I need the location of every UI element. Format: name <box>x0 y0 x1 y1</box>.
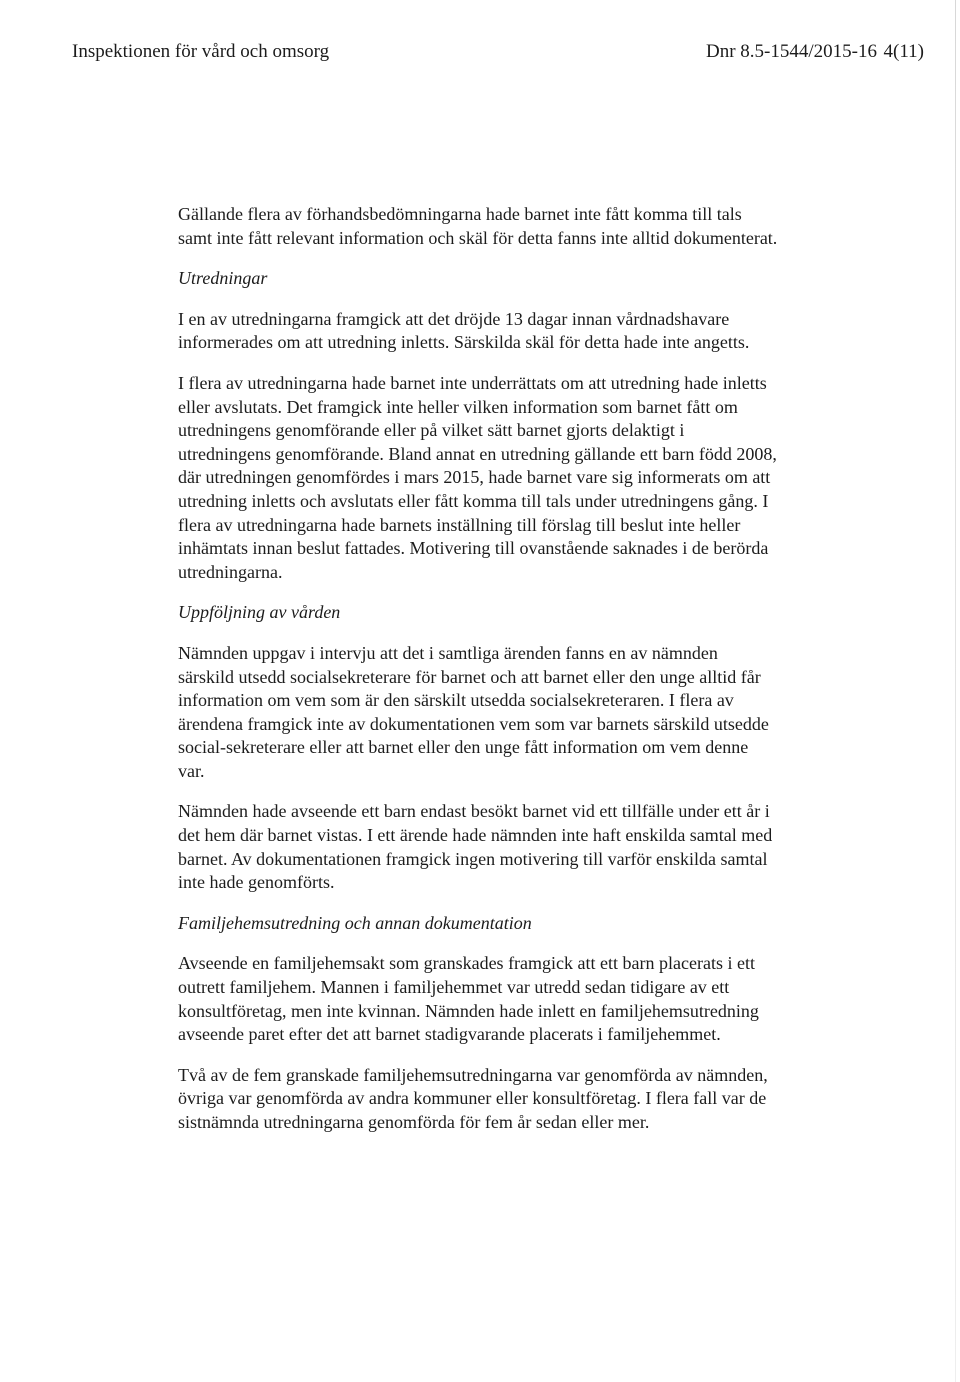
paragraph: Nämnden hade avseende ett barn endast besökt barnet vid ett tillfälle under ett år i det hem där barnet vistas. I ett ärende hade nämnden inte haft enskilda samtal med barnet. Av dokumentationen framgick ingen motivering till varför enskilda samtal inte hade genomförts. <box>178 801 773 893</box>
section-heading-familjehemsutredning: Familjehemsutredning och annan dokumentation <box>178 912 532 933</box>
paragraph: Två av de fem granskade familjehemsutredningarna var genomförda av nämnden, övriga var genomförda av andra kommuner eller konsultföretag. I flera fall var de sistnämnda utredningarna genomförda för fem år sedan eller mer. <box>178 1064 768 1132</box>
scan-edge-line <box>955 0 956 1382</box>
paragraph: Nämnden uppgav i intervju att det i samtliga ärenden fanns en av nämnden särskild utsedd socialsekreterare för barnet och att barnet eller den unge alltid får information om vem som är den särskilt utsedda socialsekreteraren. I flera av ärendena framgick inte av dokumentationen vem som var barnets särskild utsedde social-sekreterare eller att barnet eller den unge fått information om vem denne var. <box>178 642 769 781</box>
paragraph: I en av utredningarna framgick att det dröjde 13 dagar innan vårdnadshavare informerades om att utredning inletts. Särskilda skäl för detta hade inte angetts. <box>178 308 750 353</box>
section-heading-uppfoljning: Uppföljning av vården <box>178 602 341 623</box>
section-heading-utredningar: Utredningar <box>178 268 268 289</box>
paragraph: I flera av utredningarna hade barnet inte underrättats om att utredning hade inletts eller avslutats. Det framgick inte heller vilken information som barnet fått om utredningens genomförande eller på vilket sätt barnet gjorts delaktigt i utredningens genomförande. Bland annat en utredning gällande ett barn född 2008, där utredningen genomfördes i mars 2015, hade barnet vare sig informerats om att utredning inletts och avslutats eller fått komma till tals under utredningens gång. I flera av utredningarna hade barnets inställning till förslag till beslut inte heller inhämtats innan beslut fattades. Motivering till ovanstående saknades i de berörda utredningarna. <box>178 372 777 582</box>
document-body <box>178 203 778 1152</box>
agency-name: Inspektionen för vård och omsorg <box>72 41 330 62</box>
paragraph: Avseende en familjehemsakt som granskades framgick att ett barn placerats i ett outrett familjehem. Mannen i familjehemmet var utredd sedan tidigare av ett konsultföretag, men inte kvinnan. Nämnden hade inlett en familjehemsutredning avseende paret efter det att barnet stadigvarande placerats i familjehemmet. <box>178 953 759 1045</box>
page-number: 4(11) <box>883 41 924 62</box>
page-header <box>72 40 924 68</box>
intro-paragraph: Gällande flera av förhandsbedömningarna hade barnet inte fått komma till tals samt inte fått relevant information och skäl för detta fanns inte alltid dokumenterat. <box>178 204 778 248</box>
document-number: Dnr 8.5-1544/2015-16 <box>706 41 877 62</box>
